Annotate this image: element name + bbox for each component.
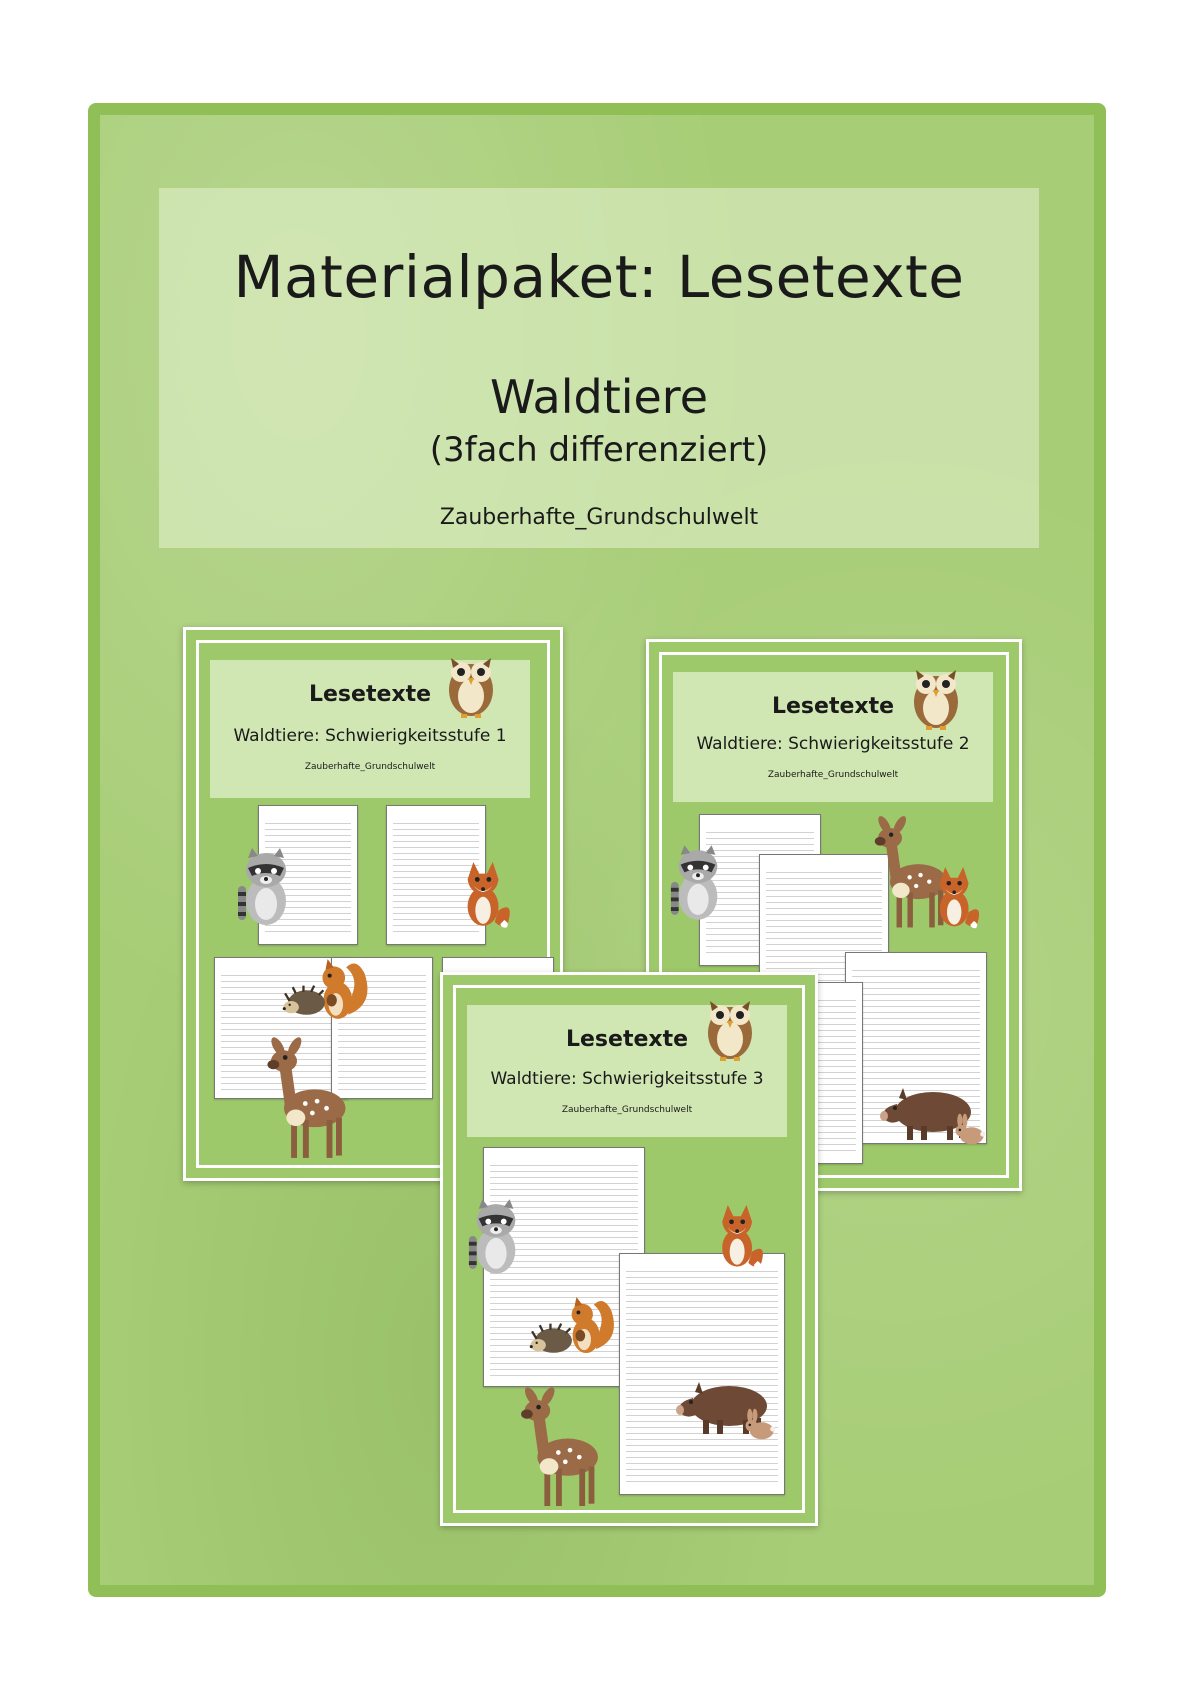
deer-icon xyxy=(509,1385,617,1513)
preview-subtitle: Waldtiere: Schwierigkeitsstufe 2 xyxy=(696,734,970,754)
rabbit-icon xyxy=(743,1407,777,1441)
preview-subtitle: Waldtiere: Schwierigkeitsstufe 1 xyxy=(233,726,507,746)
cover-title: Materialpaket: Lesetexte xyxy=(233,243,965,311)
hedgehog-icon xyxy=(529,1323,575,1355)
preview-author: Zauberhafte_Grundschulwelt xyxy=(767,770,899,780)
preview-subtitle: Waldtiere: Schwierigkeitsstufe 3 xyxy=(490,1069,764,1089)
cover-subtitle: Waldtiere xyxy=(489,370,709,424)
cover-subnote: (3fach differenziert) xyxy=(429,430,769,470)
preview-author: Zauberhafte_Grundschulwelt xyxy=(561,1105,693,1115)
raccoon-icon xyxy=(236,845,296,927)
fox-icon xyxy=(929,854,983,934)
preview-level-3 xyxy=(440,972,818,1526)
title-box xyxy=(159,188,1039,548)
preview-author: Zauberhafte_Grundschulwelt xyxy=(304,762,436,772)
raccoon-icon xyxy=(669,842,727,922)
preview-title: Lesetexte xyxy=(771,694,895,719)
raccoon-icon xyxy=(467,1195,525,1277)
cover-author: Zauberhafte_Grundschulwelt xyxy=(439,505,759,530)
preview-title: Lesetexte xyxy=(308,682,432,707)
owl-icon xyxy=(440,648,502,718)
preview-title: Lesetexte xyxy=(565,1027,689,1052)
fox-icon xyxy=(711,1191,767,1275)
rabbit-icon xyxy=(953,1112,987,1146)
worksheet-thumbnail xyxy=(619,1253,785,1495)
fox-icon xyxy=(456,848,514,934)
owl-icon xyxy=(905,660,967,730)
deer-icon xyxy=(254,1035,366,1165)
owl-icon xyxy=(699,991,761,1061)
hedgehog-icon xyxy=(282,985,328,1017)
